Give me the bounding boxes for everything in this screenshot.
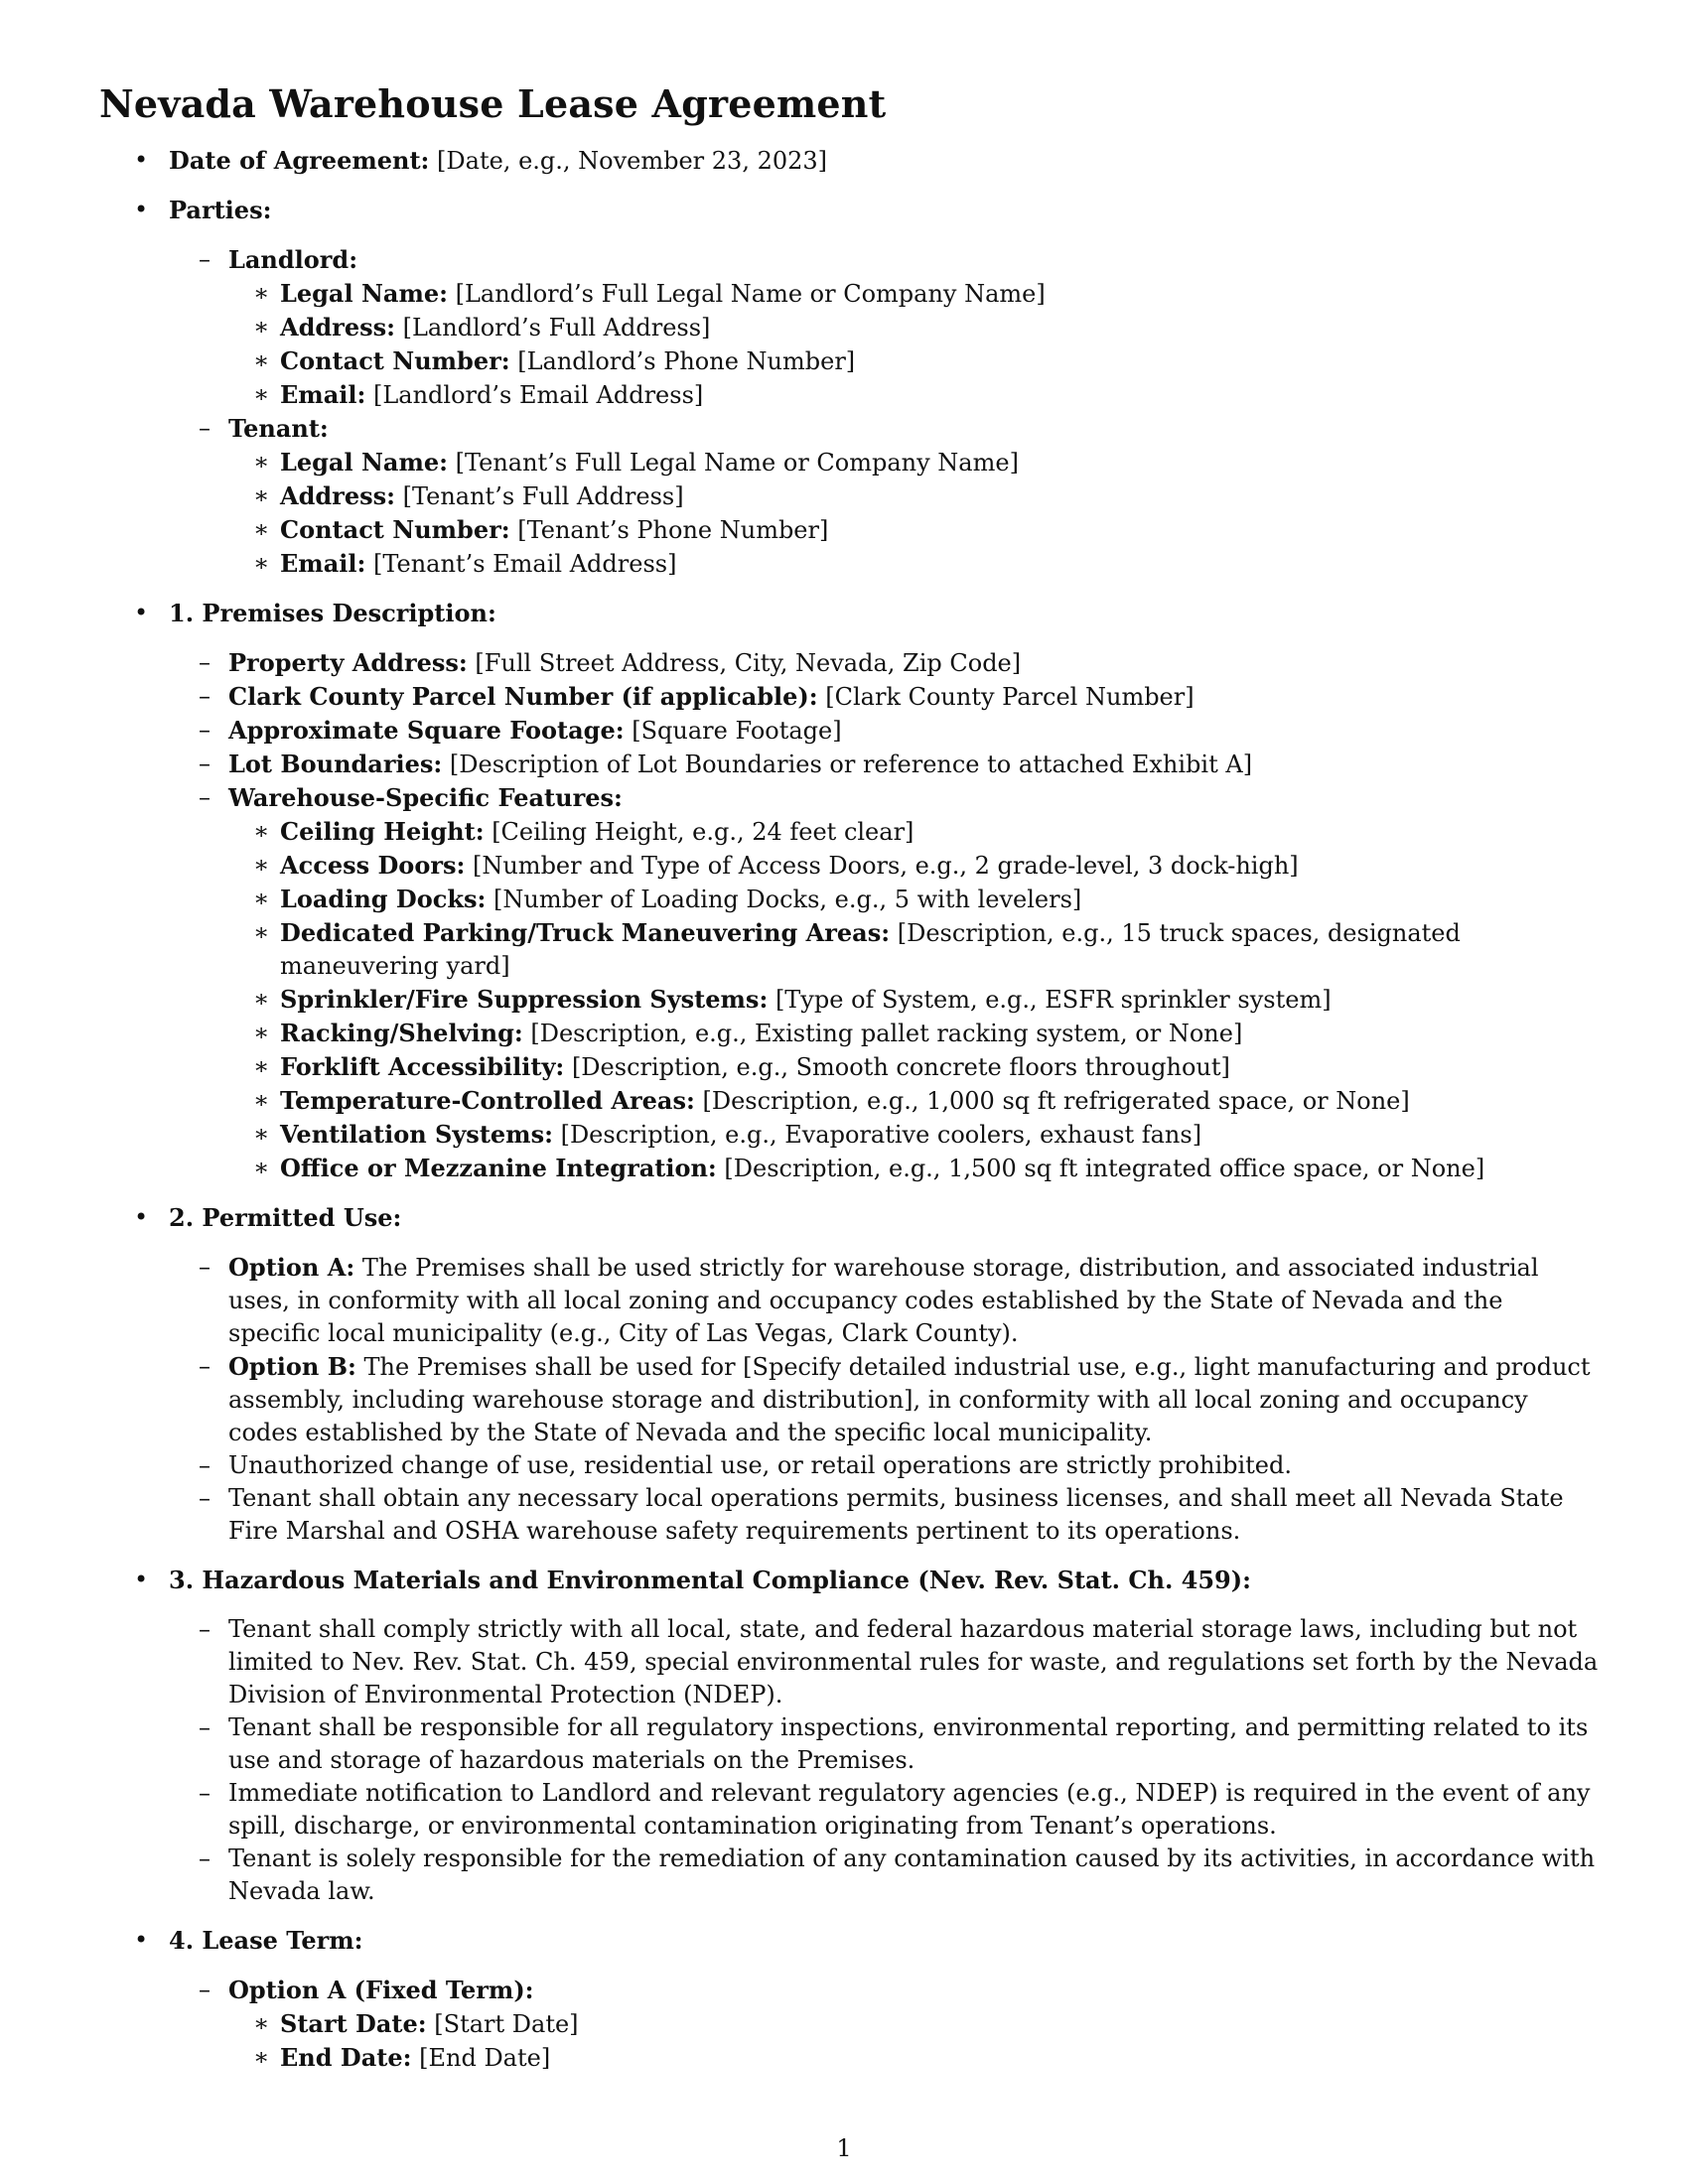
premises-item [169, 680, 1599, 714]
field-value: [Description, e.g., 1,000 sq ft refrigerated space, or None] [702, 1087, 1410, 1115]
warehouse-features-item [169, 781, 1599, 1185]
feature-item [228, 1017, 1599, 1050]
lease-term-option-a [169, 1974, 1599, 2075]
tenant-label: Tenant: [228, 414, 329, 443]
field-value: [Landlord’s Full Legal Name or Company Name] [455, 280, 1046, 308]
field-value: [Landlord’s Full Address] [402, 314, 711, 341]
field-value: [Description, e.g., Evaporative coolers, exhaust fans] [560, 1121, 1202, 1149]
tenant-item [169, 412, 1599, 581]
field-value: [Landlord’s Phone Number] [517, 347, 856, 375]
parties-section [99, 194, 1599, 581]
landlord-item [169, 243, 1599, 412]
option-a-details [228, 2007, 1599, 2075]
field-label: Contact Number: [280, 346, 510, 375]
field-label: Lot Boundaries: [228, 750, 443, 778]
field-value: [Tenant’s Email Address] [372, 550, 677, 578]
lease-term-list [169, 1974, 1599, 2075]
hazardous-item: – Tenant shall comply strictly with all local, state, and federal hazardous material storage laws, including but not limited to Nev. Rev. Stat. Ch. 459, special environmental rules for waste, and regulations set forth by the Nevada Division of Environmental Protection (NDEP). [169, 1613, 1599, 1711]
page-number: 1 [836, 2134, 852, 2162]
permitted-use-list [169, 1251, 1599, 1548]
tenant-contact [228, 513, 1599, 547]
field-label: End Date: [280, 2043, 412, 2072]
field-value: [Number of Loading Docks, e.g., 5 with levelers] [493, 886, 1082, 913]
tenant-legal-name [228, 446, 1599, 479]
field-value: [Square Footage] [632, 717, 842, 745]
field-value: [Description of Lot Boundaries or reference to attached Exhibit A] [449, 751, 1253, 778]
field-label: Contact Number: [280, 515, 510, 544]
field-label: Start Date: [280, 2009, 427, 2038]
feature-item [228, 1152, 1599, 1185]
hazardous-section [99, 1564, 1599, 1908]
field-label: Forklift Accessibility: [280, 1052, 565, 1081]
field-label: Temperature-Controlled Areas: [280, 1086, 695, 1115]
field-value: [Full Street Address, City, Nevada, Zip Code] [475, 649, 1022, 677]
field-value: [Start Date] [434, 2010, 579, 2038]
premises-item [169, 748, 1599, 781]
field-value: [Ceiling Height, e.g., 24 feet clear] [492, 818, 914, 846]
field-label: Address: [280, 481, 395, 510]
feature-item [228, 916, 1599, 983]
field-value: The Premises shall be used for [Specify detailed industrial use, e.g., light manufacturing and product assembly, including warehouse storage and distribution], in conformity with all local zoning and occupancy codes established by the State of Nevada and the specific local municipality. [228, 1353, 1591, 1446]
tenant-email [228, 547, 1599, 581]
features-label: Warehouse-Specific Features: [228, 783, 623, 812]
field-label: Option A: [228, 1253, 355, 1282]
field-label: Clark County Parcel Number (if applicable): [228, 682, 818, 711]
landlord-email [228, 378, 1599, 412]
permitted-use-item [169, 1449, 1599, 1482]
feature-item [228, 849, 1599, 883]
page-title: Nevada Warehouse Lease Agreement [99, 81, 887, 126]
feature-item [228, 1118, 1599, 1152]
lease-term-section [99, 1924, 1599, 2075]
field-label: Loading Docks: [280, 885, 487, 913]
permitted-use-item [169, 1482, 1599, 1548]
field-value: [Landlord’s Email Address] [372, 381, 704, 409]
field-value: Tenant shall obtain any necessary local operations permits, business licenses, and shall meet all Nevada State Fire Marshal and OSHA warehouse safety requirements pertinent to its operations. [228, 1484, 1564, 1545]
premises-label: 1. Premises Description: [169, 599, 496, 627]
field-label: Property Address: [228, 648, 468, 677]
top-level-list [99, 144, 1599, 2075]
field-value: [Tenant’s Full Address] [402, 482, 684, 510]
premises-item [169, 646, 1599, 680]
landlord-legal-name [228, 277, 1599, 311]
field-label: Email: [280, 380, 366, 409]
field-label: Address: [280, 313, 395, 341]
landlord-address [228, 311, 1599, 344]
landlord-contact [228, 344, 1599, 378]
parties-list [169, 243, 1599, 581]
option-a-label: Option A (Fixed Term): [228, 1976, 534, 2004]
field-value: [Number and Type of Access Doors, e.g., 2 grade-level, 3 dock-high] [472, 852, 1299, 880]
permitted-use-section [99, 1201, 1599, 1548]
feature-item [228, 1084, 1599, 1118]
field-label: Ventilation Systems: [280, 1120, 553, 1149]
field-value: [Description, e.g., 15 truck spaces, designated maneuvering yard] [280, 919, 1461, 980]
parties-label: Parties: [169, 196, 272, 224]
features-list [228, 815, 1599, 1185]
end-date [228, 2041, 1599, 2075]
field-label: Dedicated Parking/Truck Maneuvering Areas: [280, 918, 891, 947]
field-value: [Description, e.g., Smooth concrete floors throughout] [571, 1053, 1230, 1081]
field-label: Office or Mezzanine Integration: [280, 1154, 717, 1182]
premises-item [169, 714, 1599, 748]
hazardous-item: – Tenant is solely responsible for the remediation of any contamination caused by its activities, in accordance with Nevada law. [169, 1843, 1599, 1908]
feature-item [228, 883, 1599, 916]
start-date [228, 2007, 1599, 2041]
field-label: Email: [280, 549, 366, 578]
field-value: [End Date] [419, 2044, 551, 2072]
field-value: [Clark County Parcel Number] [825, 683, 1195, 711]
field-label: Approximate Square Footage: [228, 716, 625, 745]
field-label: Legal Name: [280, 448, 448, 477]
field-label: Sprinkler/Fire Suppression Systems: [280, 985, 769, 1014]
field-value: [Type of System, e.g., ESFR sprinkler system] [774, 986, 1332, 1014]
document-page [99, 81, 1599, 2091]
hazardous-label: 3. Hazardous Materials and Environmental Compliance (Nev. Rev. Stat. Ch. 459): [169, 1566, 1251, 1594]
hazardous-item: – Tenant shall be responsible for all regulatory inspections, environmental reporting, and permitting related to its use and storage of hazardous materials on the Premises. [169, 1711, 1599, 1777]
field-value: [Tenant’s Full Legal Name or Company Name] [455, 449, 1019, 477]
field-value: [Description, e.g., Existing pallet racking system, or None] [530, 1020, 1243, 1047]
feature-item [228, 983, 1599, 1017]
premises-list [169, 646, 1599, 1185]
lease-term-label: 4. Lease Term: [169, 1926, 363, 1955]
premises-section [99, 597, 1599, 1185]
document-body [99, 144, 1599, 2075]
feature-item [228, 1050, 1599, 1084]
field-label: Ceiling Height: [280, 817, 485, 846]
field-label: Access Doors: [280, 851, 466, 880]
landlord-details [228, 277, 1599, 412]
field-value: [Tenant’s Phone Number] [517, 516, 829, 544]
date-value: [Date, e.g., November 23, 2023] [437, 147, 828, 175]
date-item [99, 144, 1599, 178]
field-label: Legal Name: [280, 279, 448, 308]
tenant-details [228, 446, 1599, 581]
tenant-address [228, 479, 1599, 513]
feature-item [228, 815, 1599, 849]
permitted-use-option-a [169, 1251, 1599, 1350]
hazardous-item: – Immediate notification to Landlord and relevant regulatory agencies (e.g., NDEP) is required in the event of any spill, discharge, or environmental contamination originating from Tenant’s operations. [169, 1777, 1599, 1843]
field-label: Racking/Shelving: [280, 1019, 523, 1047]
field-value: Unauthorized change of use, residential use, or retail operations are strictly prohibited. [228, 1451, 1292, 1479]
field-value: [Description, e.g., 1,500 sq ft integrated office space, or None] [724, 1155, 1485, 1182]
field-value: The Premises shall be used strictly for warehouse storage, distribution, and associated industrial uses, in conformity with all local zoning and occupancy codes established by the State of Nevada and the specific local municipality (e.g., City of Las Vegas, Clark County). [228, 1254, 1539, 1347]
hazardous-list [169, 1613, 1599, 1908]
date-label: Date of Agreement: [169, 146, 430, 175]
permitted-use-label: 2. Permitted Use: [169, 1203, 402, 1232]
landlord-label: Landlord: [228, 245, 358, 274]
permitted-use-option-b [169, 1350, 1599, 1449]
field-label: Option B: [228, 1352, 356, 1381]
